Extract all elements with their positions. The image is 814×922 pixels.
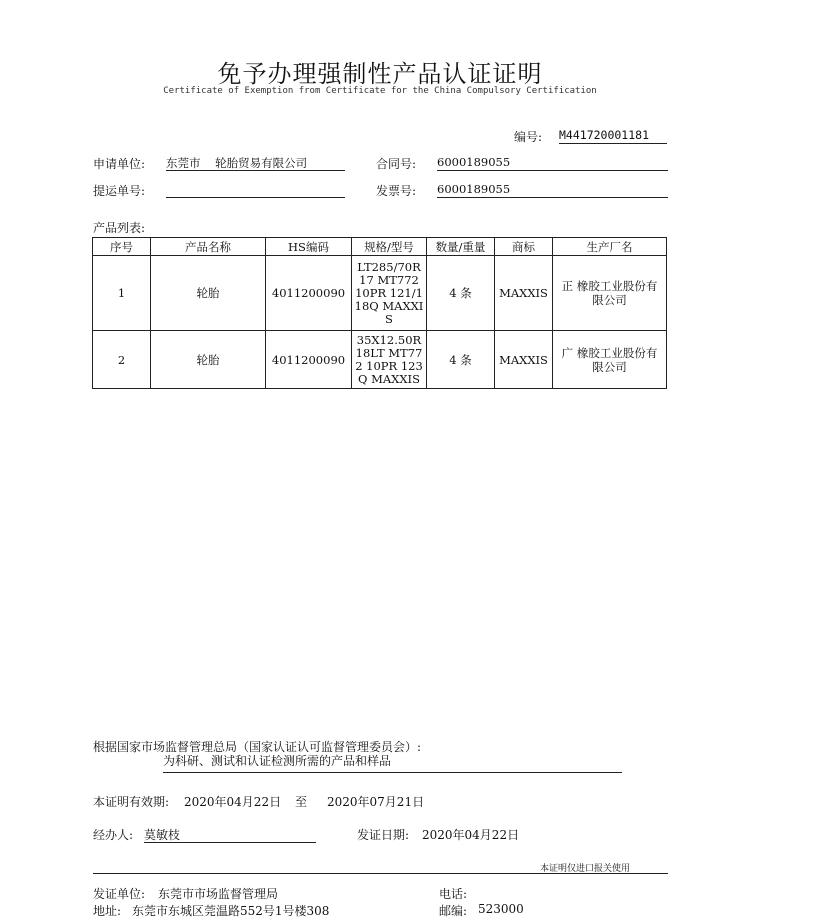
cert-no-label: 编号: xyxy=(514,130,543,144)
row-spec: LT285/70R17 MT772 10PR 121/118Q MAXXIS xyxy=(352,256,427,331)
bill-no-label: 提运单号: xyxy=(93,184,146,198)
document-title: 免予办理强制性产品认证证明 xyxy=(217,60,543,88)
product-list-label: 产品列表: xyxy=(93,221,146,235)
applicant-value: 东莞市 轮胎贸易有限公司 xyxy=(166,155,345,171)
row-quantity: 4 条 xyxy=(427,256,495,331)
row-quantity: 4 条 xyxy=(427,331,495,389)
validity-to-label: 至 xyxy=(295,795,308,809)
issuer-value: 东莞市市场监督管理局 xyxy=(158,887,279,901)
contract-no-value: 6000189055 xyxy=(437,155,668,171)
validity-from: 2020年04月22日 xyxy=(184,795,282,809)
row-hs-code: 4011200090 xyxy=(266,256,352,331)
table-row xyxy=(93,256,667,331)
issue-date-value: 2020年04月22日 xyxy=(422,828,520,842)
document-subtitle: Certificate of Exemption from Certificate for the China Compulsory Certification xyxy=(163,86,597,96)
invoice-no-value: 6000189055 xyxy=(437,182,668,198)
product-table xyxy=(92,237,667,389)
handler-label: 经办人: xyxy=(93,828,134,842)
row-manufacturer: 正 橡胶工业股份有限公司 xyxy=(553,256,667,331)
basis-reason: 为科研、测试和认证检测所需的产品和样品 xyxy=(163,752,622,773)
basis-text: 根据国家市场监督管理总局（国家认证认可监督管理委员会）: xyxy=(93,740,422,754)
table-header-row xyxy=(93,238,667,256)
validity-to: 2020年07月21日 xyxy=(327,795,425,809)
validity-label: 本证明有效期: xyxy=(93,795,170,809)
address-value: 东莞市东城区莞温路552号1号楼308 xyxy=(132,904,330,918)
col-header-qty: 数量/重量 xyxy=(427,238,495,256)
issue-date-label: 发证日期: xyxy=(357,828,410,842)
invoice-no-label: 发票号: xyxy=(376,184,417,198)
cert-no-value: M441720001181 xyxy=(559,128,667,144)
row-no: 1 xyxy=(93,256,151,331)
row-hs-code: 4011200090 xyxy=(266,331,352,389)
contract-no-label: 合同号: xyxy=(376,157,417,171)
applicant-label: 申请单位: xyxy=(93,157,146,171)
row-spec: 35X12.50R 18LT MT772 10PR 123Q MAXXIS xyxy=(352,331,427,389)
postcode-label: 邮编: xyxy=(439,904,468,918)
postcode-value: 523000 xyxy=(478,902,524,916)
col-header-maker: 生产厂名 xyxy=(553,238,667,256)
row-manufacturer: 广 橡胶工业股份有限公司 xyxy=(553,331,667,389)
row-no: 2 xyxy=(93,331,151,389)
col-header-hs: HS编码 xyxy=(266,238,352,256)
col-header-no: 序号 xyxy=(93,238,151,256)
col-header-spec: 规格/型号 xyxy=(352,238,427,256)
address-label: 地址: xyxy=(93,904,122,918)
row-product-name: 轮胎 xyxy=(151,331,266,389)
row-brand: MAXXIS xyxy=(495,331,553,389)
phone-label: 电话: xyxy=(439,887,468,901)
bill-no-value xyxy=(166,182,345,198)
issuer-label: 发证单位: xyxy=(93,887,146,901)
footer-divider xyxy=(93,873,668,874)
handler-value: 莫敏枝 xyxy=(144,826,316,843)
footnote: 本证明仅进口报关使用 xyxy=(540,864,631,874)
col-header-brand: 商标 xyxy=(495,238,553,256)
table-row xyxy=(93,331,667,389)
row-product-name: 轮胎 xyxy=(151,256,266,331)
row-brand: MAXXIS xyxy=(495,256,553,331)
col-header-name: 产品名称 xyxy=(151,238,266,256)
